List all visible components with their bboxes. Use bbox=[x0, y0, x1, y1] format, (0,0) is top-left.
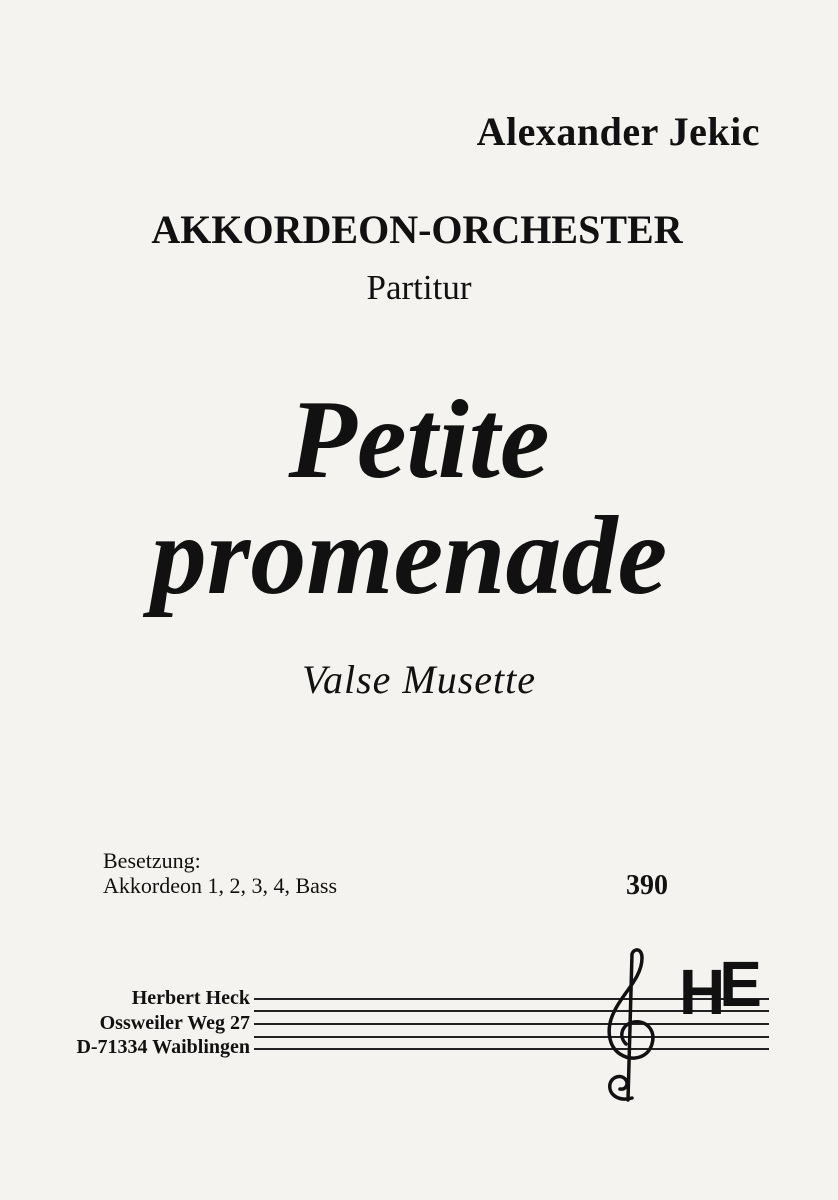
publisher-name: Herbert Heck bbox=[131, 987, 250, 1009]
publisher-logo bbox=[679, 948, 756, 1028]
publisher-city: D-71334 Waiblingen bbox=[76, 1036, 250, 1058]
subtitle: Valse Musette bbox=[301, 657, 537, 702]
catalog-number: 390 bbox=[626, 870, 668, 901]
ensemble-text: AKKORDEON-ORCHESTER bbox=[151, 207, 683, 252]
score-type: Partitur bbox=[366, 268, 472, 307]
logo-letter-e: E bbox=[719, 948, 756, 1020]
instrumentation-value: Akkordeon 1, 2, 3, 4, Bass bbox=[103, 873, 338, 898]
instrumentation-label: Besetzung: bbox=[103, 848, 201, 873]
publisher-street: Ossweiler Weg 27 bbox=[99, 1011, 250, 1034]
ensemble-heading bbox=[0, 206, 838, 253]
publisher-address bbox=[76, 986, 250, 1060]
title-line-2: promenade bbox=[150, 494, 668, 618]
title-line-1: Petite bbox=[288, 378, 550, 502]
logo-letter-h: H bbox=[679, 956, 720, 1028]
composer-name: Alexander Jekic bbox=[476, 109, 760, 154]
